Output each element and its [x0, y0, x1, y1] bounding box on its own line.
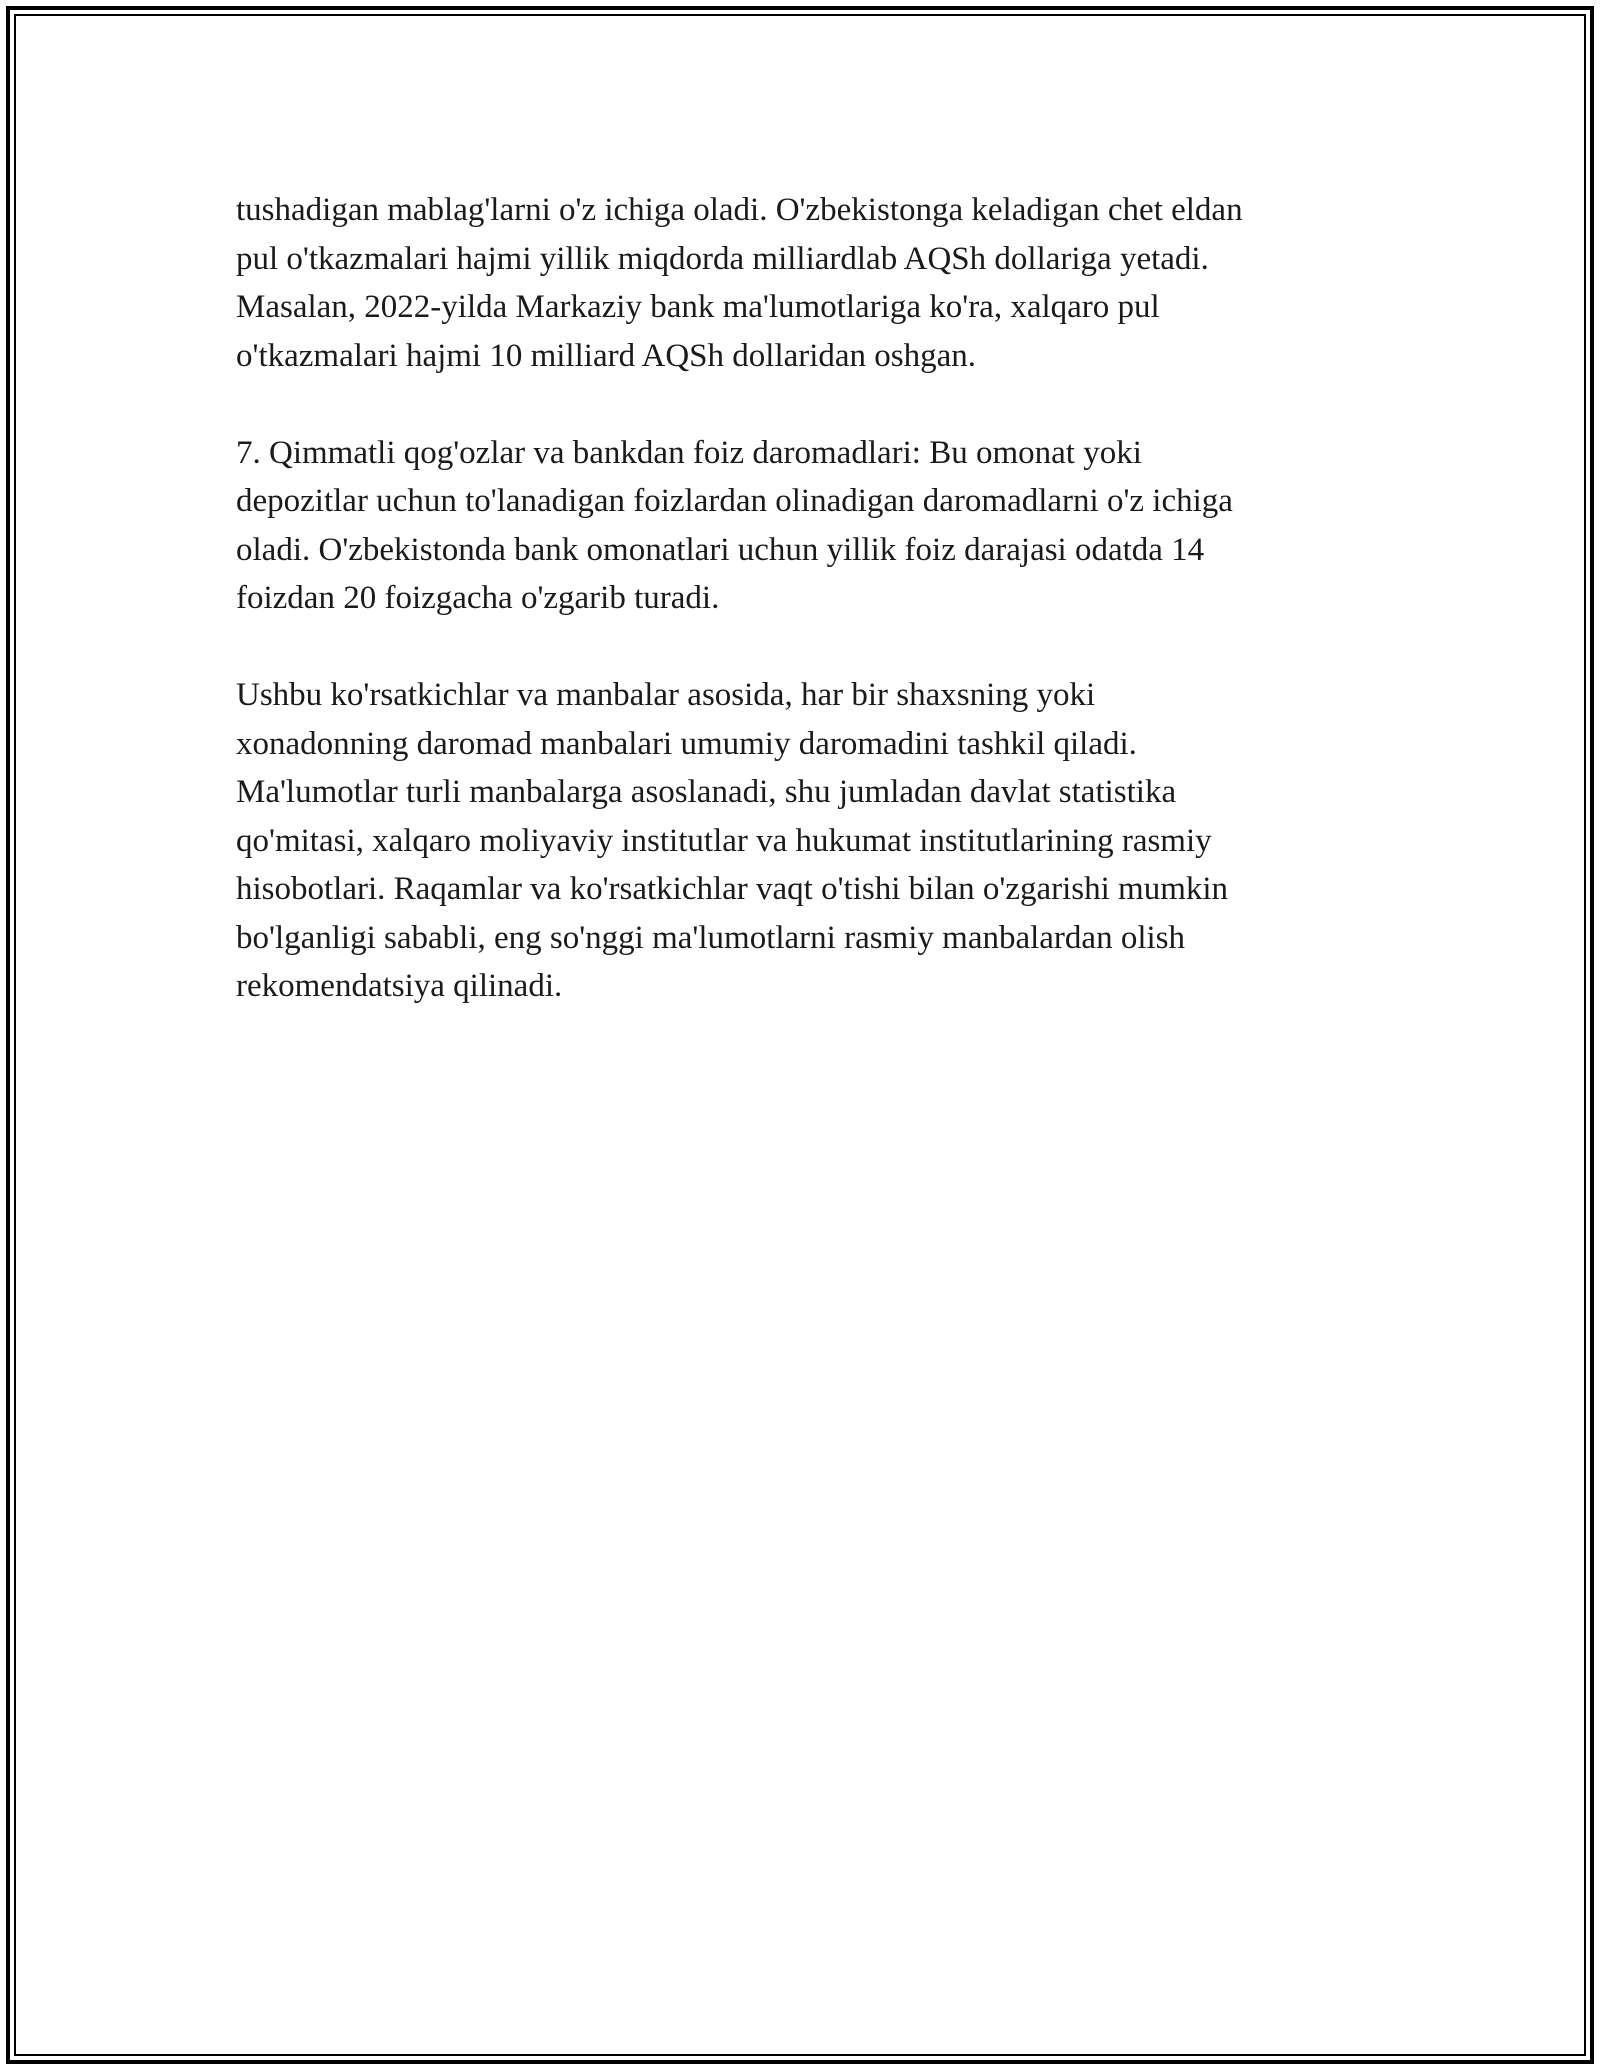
- text-line: foizdan 20 foizgacha o'zgarib turadi.: [236, 580, 720, 616]
- text-line: hisobotlari. Raqamlar va ko'rsatkichlar vaqt o'tishi bilan o'zgarishi mumkin: [236, 871, 1229, 907]
- text-line: o'tkazmalari hajmi 10 milliard AQSh dollaridan oshgan.: [236, 337, 977, 374]
- text-line: rekomendatsiya qilinadi.: [236, 968, 563, 1004]
- document-body: [236, 186, 1366, 1059]
- paragraph-remittances: [236, 186, 1366, 380]
- text-line: Masalan, 2022-yilda Markaziy bank ma'lumotlariga ko'ra, xalqaro pul: [236, 289, 1160, 325]
- text-line: depozitlar uchun to'lanadigan foizlardan olinadigan daromadlarni o'z ichiga: [236, 483, 1233, 519]
- text-line: bo'lganligi sababli, eng so'nggi ma'lumotlarni rasmiy manbalardan olish: [236, 919, 1185, 956]
- text-line: Ushbu ko'rsatkichlar va manbalar asosida, har bir shaxsning yoki: [236, 677, 1096, 713]
- text-line: pul o'tkazmalari hajmi yillik miqdorda milliardlab AQSh dollariga yetadi.: [236, 240, 1209, 277]
- text-line: tushadigan mablag'larni o'z ichiga oladi. O'zbekistonga keladigan chet eldan: [236, 192, 1243, 228]
- text-line: qo'mitasi, xalqaro moliyaviy institutlar va hukumat institutlarining rasmiy: [236, 822, 1212, 859]
- text-line: oladi. O'zbekistonda bank omonatlari uchun yillik foiz darajasi odatda 14: [236, 531, 1205, 568]
- text-line: xonadonning daromad manbalari umumiy daromadini tashkil qiladi.: [236, 725, 1137, 762]
- text-line: Ma'lumotlar turli manbalarga asoslanadi, shu jumladan davlat statistika: [236, 774, 1177, 810]
- paragraph-interest-income: [236, 429, 1366, 623]
- text-line: 7. Qimmatli qog'ozlar va bankdan foiz daromadlari: Bu omonat yoki: [236, 434, 1142, 471]
- paragraph-conclusion: [236, 671, 1366, 1011]
